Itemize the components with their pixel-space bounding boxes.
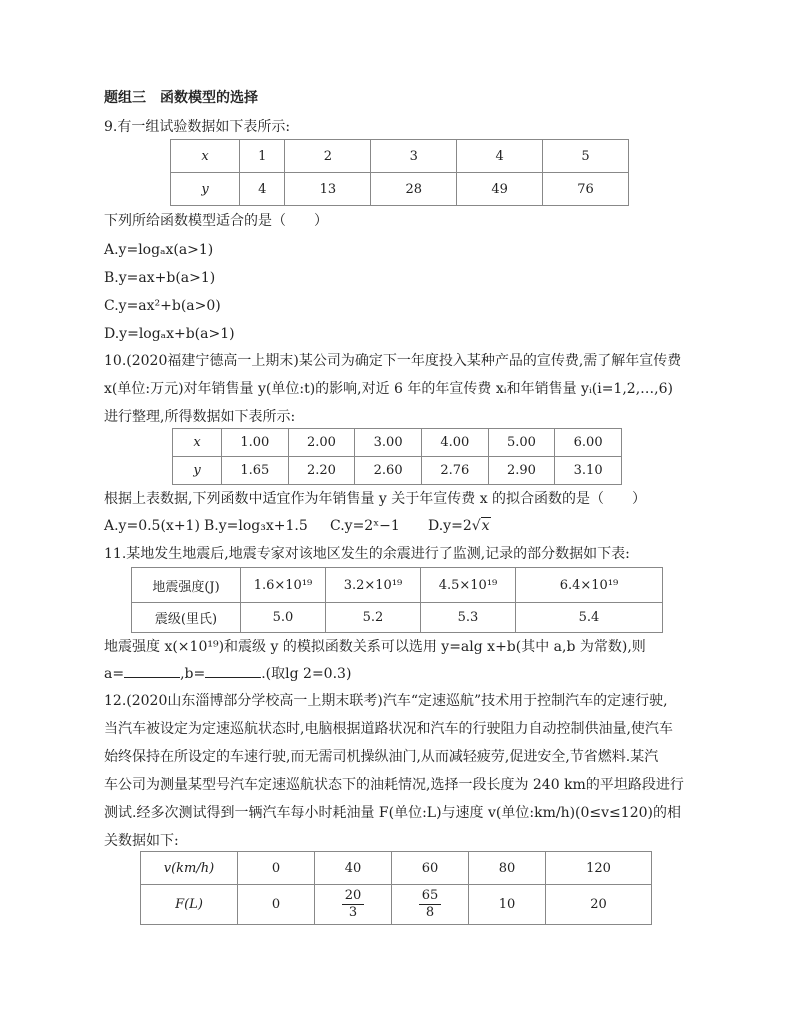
- q10-y-cell: 2.20: [288, 457, 355, 485]
- q11-answer-line: [104, 665, 351, 683]
- q11-stem: 11.某地发生地震后,地震专家对该地区发生的余震进行了监测,记录的部分数据如下表:: [104, 546, 630, 562]
- q11-magnitude-cell: 5.4: [516, 603, 663, 633]
- q12-line5: 测试.经多次测试得到一辆汽车每小时耗油量 F(单位:L)与速度 v(单位:km/h)(0≤v≤120)的相: [104, 805, 681, 821]
- q9-prompt: 下列所给函数模型适合的是（ ）: [104, 213, 328, 229]
- q9-stem: 9.有一组试验数据如下表所示:: [104, 119, 291, 135]
- q10-y-cell: 3.10: [555, 457, 622, 485]
- q9-x-cell: 3: [371, 140, 457, 173]
- q12-line1: 12.(2020山东淄博部分学校高一上期末联考)汽车“定速巡航”技术用于控制汽车的定速行驶,: [104, 693, 668, 709]
- q10-option-d-radicand: x: [481, 518, 490, 534]
- q11-intensity-cell: 1.6×10¹⁹: [241, 568, 326, 603]
- q10-y-cell: 2.76: [421, 457, 488, 485]
- q9-y-cell: 49: [457, 173, 543, 206]
- q12-F-cell: 10: [469, 885, 546, 925]
- q11-intensity-cell: 4.5×10¹⁹: [421, 568, 516, 603]
- fraction-denominator: 8: [425, 905, 435, 920]
- q10-table: [172, 428, 622, 485]
- sqrt-symbol-icon: √: [471, 518, 481, 534]
- q11-table: [131, 567, 663, 633]
- q10-y-cell: 1.65: [222, 457, 289, 485]
- q10-x-cell: 3.00: [355, 429, 422, 457]
- q11-tail: .(取lg 2=0.3): [261, 666, 352, 682]
- q10-stem-line2: x(单位:万元)对年销售量 y(单位:t)的影响,对近 6 年的年宣传费 xᵢ和年销售量 yᵢ(i=1,2,…,6): [104, 381, 673, 397]
- q10-option-c: C.y=2ˣ−1: [330, 518, 400, 534]
- q12-v-label: v(km/h): [141, 852, 238, 885]
- q9-y-cell: 28: [371, 173, 457, 206]
- q10-prompt: 根据上表数据,下列函数中适宜作为年销售量 y 关于年宣传费 x 的拟合函数的是（ ）: [104, 491, 647, 507]
- q9-option-b: B.y=ax+b(a>1): [104, 270, 216, 286]
- q11-magnitude-cell: 5.3: [421, 603, 516, 633]
- q9-x-cell: 1: [240, 140, 285, 173]
- q9-x-cell: 4: [457, 140, 543, 173]
- q12-v-cell: 0: [238, 852, 315, 885]
- q10-y-cell: 2.60: [355, 457, 422, 485]
- q12-F-cell: 0: [238, 885, 315, 925]
- q11-a-blank[interactable]: [124, 665, 180, 678]
- q9-y-cell: 76: [543, 173, 629, 206]
- q11-b-label: ,b=: [180, 666, 206, 682]
- fraction-numerator: 65: [419, 888, 442, 905]
- q10-x-cell: 6.00: [555, 429, 622, 457]
- q10-x-label: x: [173, 429, 222, 457]
- q12-F-cell: [315, 885, 392, 925]
- fraction-numerator: 20: [342, 888, 365, 905]
- q12-F-cell: 20: [546, 885, 652, 925]
- q9-x-label: x: [171, 140, 240, 173]
- q12-F-cell: [392, 885, 469, 925]
- q10-x-cell: 4.00: [421, 429, 488, 457]
- q9-option-a: A.y=logₐx(a>1): [104, 242, 214, 258]
- q10-option-d: [428, 517, 491, 535]
- q10-x-cell: 1.00: [222, 429, 289, 457]
- q12-line4: 车公司为测量某型号汽车定速巡航状态下的油耗情况,选择一段长度为 240 km的平坦路段进行: [104, 777, 684, 793]
- q10-option-a: A.y=0.5(x+1): [104, 518, 200, 534]
- q9-y-cell: 4: [240, 173, 285, 206]
- q11-magnitude-cell: 5.0: [241, 603, 326, 633]
- q12-F-fraction: [419, 888, 442, 921]
- q11-a-label: a=: [104, 666, 125, 682]
- q12-v-cell: 80: [469, 852, 546, 885]
- q12-v-cell: 60: [392, 852, 469, 885]
- q10-y-label: y: [173, 457, 222, 485]
- q11-intensity-cell: 6.4×10¹⁹: [516, 568, 663, 603]
- q9-option-d: D.y=logₐx+b(a>1): [104, 326, 235, 342]
- q12-line3: 始终保持在所设定的车速行驶,而无需司机操纵油门,从而减轻疲劳,促进安全,节省燃料.某汽: [104, 749, 659, 765]
- section-title: 题组三 函数模型的选择: [104, 90, 258, 106]
- q10-stem-line3: 进行整理,所得数据如下表所示:: [104, 409, 296, 425]
- q11-b-blank[interactable]: [205, 665, 261, 678]
- q11-intensity-label: 地震强度(J): [132, 568, 241, 603]
- q12-line6: 关数据如下:: [104, 833, 179, 849]
- q10-x-cell: 2.00: [288, 429, 355, 457]
- q9-table: [170, 139, 629, 206]
- q12-v-cell: 120: [546, 852, 652, 885]
- q10-option-b: B.y=log₃x+1.5: [204, 518, 308, 534]
- q11-intensity-cell: 3.2×10¹⁹: [326, 568, 421, 603]
- q10-option-d-prefix: D.y=2: [428, 518, 472, 534]
- q9-y-label: y: [171, 173, 240, 206]
- q9-y-cell: 13: [285, 173, 371, 206]
- q10-stem-line1: 10.(2020福建宁德高一上期末)某公司为确定下一年度投入某种产品的宣传费,需了解年宣传费: [104, 353, 682, 369]
- q12-line2: 当汽车被设定为定速巡航状态时,电脑根据道路状况和汽车的行驶阻力自动控制供油量,使汽车: [104, 721, 673, 737]
- q12-table: [140, 851, 652, 925]
- q12-F-fraction: [342, 888, 365, 921]
- q12-F-label: F(L): [141, 885, 238, 925]
- q9-option-c: C.y=ax²+b(a>0): [104, 298, 221, 314]
- q11-magnitude-cell: 5.2: [326, 603, 421, 633]
- q12-v-cell: 40: [315, 852, 392, 885]
- q11-condition: 地震强度 x(×10¹⁹)和震级 y 的模拟函数关系可以选用 y=alg x+b(其中 a,b 为常数),则: [104, 639, 646, 655]
- q11-magnitude-label: 震级(里氏): [132, 603, 241, 633]
- q10-x-cell: 5.00: [488, 429, 555, 457]
- q9-x-cell: 2: [285, 140, 371, 173]
- q9-x-cell: 5: [543, 140, 629, 173]
- fraction-denominator: 3: [348, 905, 358, 920]
- q10-y-cell: 2.90: [488, 457, 555, 485]
